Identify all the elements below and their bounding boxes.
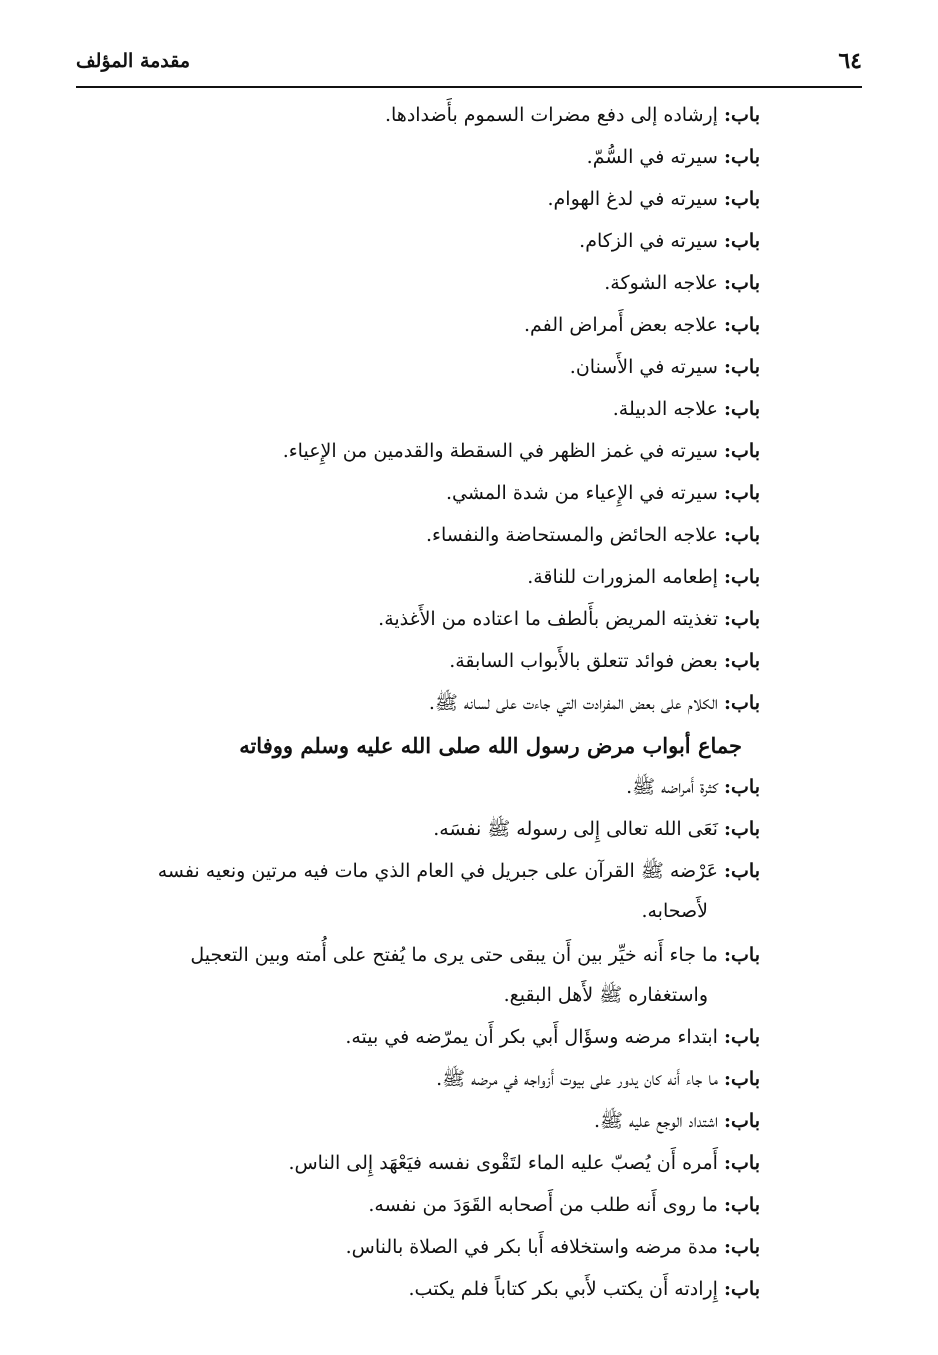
bab-label: باب: xyxy=(724,440,760,462)
section-heading: جماع أبواب مرض رسول الله صلى الله عليه وسلم ووفاته xyxy=(239,733,742,758)
bab-label: باب: xyxy=(724,860,760,882)
entry-text: إِرادته أَن يكتب لأَبي بكر كتاباً فلم يكتب. xyxy=(408,1278,718,1300)
entry-line xyxy=(594,1107,760,1135)
entry-line xyxy=(433,815,760,843)
running-title: مقدمة المؤلف xyxy=(76,50,191,72)
bab-label: باب: xyxy=(724,272,760,294)
entry-text: عَرْضه ﷺ القرآن على جبريل في العام الذي مات فيه مرتين ونعيه نفسه xyxy=(157,860,718,882)
entry-text: علاجه بعض أَمراض الفم. xyxy=(523,314,718,336)
entry-line xyxy=(449,647,760,675)
entry-text: اشتداد الوجع عليه ﷺ. xyxy=(593,1110,718,1132)
bab-label: باب: xyxy=(724,1152,760,1174)
bab-label: باب: xyxy=(724,1110,760,1132)
entry-text: ما جاء أَنه كان يدور على بيوت أَزواجه في مرضه ﷺ. xyxy=(436,1068,718,1090)
entry-line xyxy=(283,437,760,465)
entry-line xyxy=(547,185,760,213)
entry-line xyxy=(288,1149,760,1177)
bab-label: باب: xyxy=(724,482,760,504)
bab-label: باب: xyxy=(724,314,760,336)
entry-line xyxy=(345,1023,760,1051)
entry-line xyxy=(158,857,760,885)
entry-line xyxy=(587,143,760,171)
entry-text: سيرته في غمز الظهر في السقطة والقدمين من الإِعياء. xyxy=(282,440,718,462)
bab-label: باب: xyxy=(724,1068,760,1090)
entry-line xyxy=(579,227,760,255)
entry-text: علاجه الشوكة. xyxy=(604,272,718,294)
entry-line xyxy=(626,773,760,801)
bab-label: باب: xyxy=(724,818,760,840)
entry-text: ما جاء أَنه خيِّر بين أَن يبقى حتى يرى ما يُفتح على أُمته وبين التعجيل xyxy=(190,944,718,966)
entry-line xyxy=(378,605,760,633)
entry-line xyxy=(429,689,760,717)
entry-text: الكلام على بعض المفرادت التي جاءت على لسانه ﷺ. xyxy=(428,692,718,714)
bab-label: باب: xyxy=(724,692,760,714)
entry-line xyxy=(346,1233,760,1261)
entry-text: ابتداء مرضه وسؤَال أَبي بكر أَن يمرّضه في بيته. xyxy=(345,1026,718,1048)
bab-label: باب: xyxy=(724,1278,760,1300)
bab-label: باب: xyxy=(724,944,760,966)
entry-line xyxy=(613,395,760,423)
entry-text: إطعامه المزورات للناقة. xyxy=(527,566,718,588)
entry-line xyxy=(604,269,760,297)
bab-label: باب: xyxy=(724,524,760,546)
entry-text: مدة مرضه واستخلافه أَبا بكر في الصلاة بالناس. xyxy=(345,1236,718,1258)
entry-text: علاجه الحائض والمستحاضة والنفساء. xyxy=(425,524,718,546)
entry-line xyxy=(368,1191,760,1219)
bab-label: باب: xyxy=(724,608,760,630)
page-header xyxy=(76,44,862,84)
bab-label: باب: xyxy=(724,1194,760,1216)
bab-label: باب: xyxy=(724,230,760,252)
entry-line xyxy=(446,479,760,507)
bab-label: باب: xyxy=(724,398,760,420)
entry-continuation: لأَصحابه. xyxy=(641,900,708,922)
entry-line xyxy=(527,563,760,591)
entry-text: سيرته في السُّمّ. xyxy=(586,146,718,168)
entry-line xyxy=(524,311,760,339)
entry-continuation: واستغفاره ﷺ لأَهل البقيع. xyxy=(503,984,708,1006)
entry-line xyxy=(385,101,760,129)
entry-text: ما روى أَنه طلب من أَصحابه القَوَدَ من نفسه. xyxy=(368,1194,718,1216)
entry-text: سيرته في الإِعياء من شدة المشي. xyxy=(445,482,718,504)
entry-line xyxy=(426,521,760,549)
entry-text: تغذيته المريض بأَلطف ما اعتاده من الأَغذية. xyxy=(378,608,718,630)
bab-label: باب: xyxy=(724,1026,760,1048)
bab-label: باب: xyxy=(724,776,760,798)
entry-line xyxy=(409,1275,760,1303)
entry-text: نَعَى الله تعالى إِلى رسوله ﷺ نفسَه. xyxy=(433,818,718,840)
entry-line xyxy=(570,353,760,381)
entry-line xyxy=(436,1065,760,1093)
entry-text: سيرته في الزكام. xyxy=(579,230,718,252)
header-rule xyxy=(76,86,862,88)
entry-text: سيرته في لدغ الهوام. xyxy=(547,188,718,210)
bab-label: باب: xyxy=(724,188,760,210)
entry-text: إرشاده إلى دفع مضرات السموم بأَضدادها. xyxy=(384,104,718,126)
entry-line xyxy=(190,941,760,969)
entry-text: سيرته في الأَسنان. xyxy=(569,356,718,378)
page-number: ٦٤ xyxy=(838,48,862,74)
entry-text: كثرة أَمراضه ﷺ. xyxy=(626,776,718,798)
bab-label: باب: xyxy=(724,1236,760,1258)
bab-label: باب: xyxy=(724,566,760,588)
bab-label: باب: xyxy=(724,650,760,672)
bab-label: باب: xyxy=(724,356,760,378)
entry-text: علاجه الدبيلة. xyxy=(612,398,718,420)
entry-text: بعض فوائد تتعلق بالأَبواب السابقة. xyxy=(449,650,718,672)
bab-label: باب: xyxy=(724,104,760,126)
entry-text: أَمره أَن يُصبّ عليه الماء لتَقْوى نفسه فيَعْهَد إِلى الناس. xyxy=(288,1152,718,1174)
bab-label: باب: xyxy=(724,146,760,168)
